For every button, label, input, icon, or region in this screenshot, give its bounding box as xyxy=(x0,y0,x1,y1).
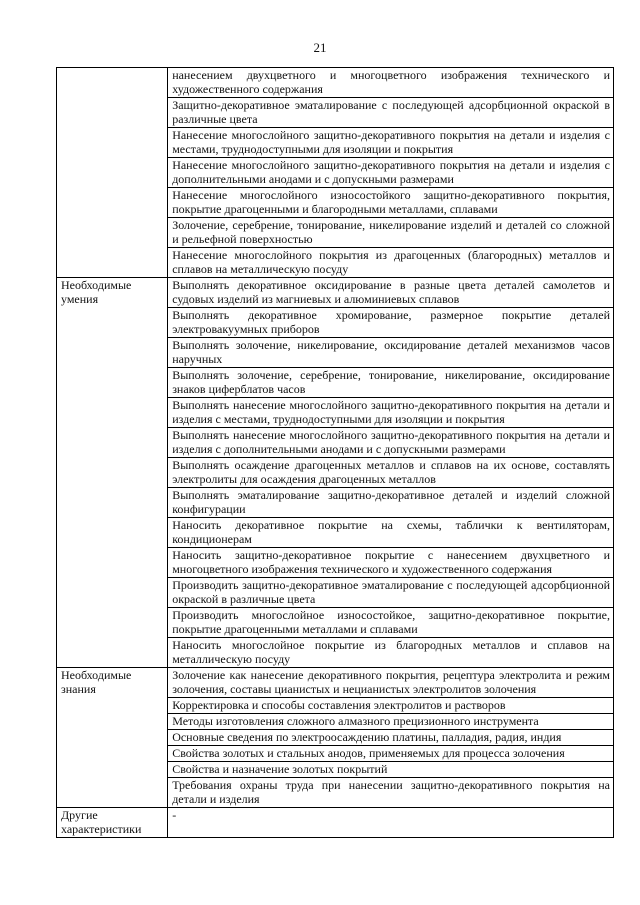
skills-section-item: Выполнять золочение, никелирование, оксидирование деталей механизмов часов наручных xyxy=(168,338,614,368)
requirements-table-body xyxy=(57,68,614,838)
other-characteristics-section-item: - xyxy=(168,808,614,838)
knowledge-section-item: Свойства золотых и стальных анодов, применяемых для процесса золочения xyxy=(168,746,614,762)
knowledge-section-item: Методы изготовления сложного алмазного прецизионного инструмента xyxy=(168,714,614,730)
skills-section-item: Наносить многослойное покрытие из благородных металлов и сплавов на металлическую посуду xyxy=(168,638,614,668)
continued-section-item: Нанесение многослойного защитно-декоративного покрытия на детали и изделия с дополнительными анодами и с допускными размерами xyxy=(168,158,614,188)
skills-section-item: Выполнять эматалирование защитно-декоративное деталей и изделий сложной конфигурации xyxy=(168,488,614,518)
skills-section-item: Выполнять осаждение драгоценных металлов и сплавов на их основе, составлять электролиты для осаждения драгоценных металлов xyxy=(168,458,614,488)
table-row xyxy=(57,68,614,98)
continued-section-item: Нанесение многослойного износостойкого защитно-декоративного покрытия, покрытие драгоценными и благородными металлами, сплавами xyxy=(168,188,614,218)
continued-section-item: Золочение, серебрение, тонирование, никелирование изделий и деталей со сложной и рельефной поверхностью xyxy=(168,218,614,248)
skills-section-item: Производить защитно-декоративное эматалирование с последующей адсорбционной окраской в различные цвета xyxy=(168,578,614,608)
continued-section-item: Нанесение многослойного защитно-декоративного покрытия на детали и изделия с местами, труднодоступными для изоляции и покрытия xyxy=(168,128,614,158)
table-row xyxy=(57,808,614,838)
requirements-table xyxy=(56,67,614,838)
table-row xyxy=(57,668,614,698)
table-row xyxy=(57,278,614,308)
knowledge-section-item: Корректировка и способы составления электролитов и растворов xyxy=(168,698,614,714)
continued-section-item: Защитно-декоративное эматалирование с последующей адсорбционной окраской в различные цвета xyxy=(168,98,614,128)
knowledge-section-label: Необходимые знания xyxy=(57,668,168,808)
skills-section-item: Выполнять золочение, серебрение, тонирование, никелирование, оксидирование знаков циферблатов часов xyxy=(168,368,614,398)
skills-section-item: Выполнять нанесение многослойного защитно-декоративного покрытия на детали и изделия с дополнительными анодами и с допускными размерами xyxy=(168,428,614,458)
other-characteristics-section-label: Другие характеристики xyxy=(57,808,168,838)
knowledge-section-item: Свойства и назначение золотых покрытий xyxy=(168,762,614,778)
continued-section-item: Нанесение многослойного покрытия из драгоценных (благородных) металлов и сплавов на металлическую посуду xyxy=(168,248,614,278)
continued-section-label xyxy=(57,68,168,278)
skills-section-item: Выполнять декоративное оксидирование в разные цвета деталей самолетов и судовых изделий из магниевых и алюминиевых сплавов xyxy=(168,278,614,308)
page-number: 21 xyxy=(313,40,327,55)
skills-section-item: Выполнять декоративное хромирование, размерное покрытие деталей электровакуумных приборов xyxy=(168,308,614,338)
knowledge-section-item: Требования охраны труда при нанесении защитно-декоративного покрытия на детали и изделия xyxy=(168,778,614,808)
skills-section-label: Необходимые умения xyxy=(57,278,168,668)
skills-section-item: Наносить декоративное покрытие на схемы, таблички к вентиляторам, кондиционерам xyxy=(168,518,614,548)
skills-section-item: Выполнять нанесение многослойного защитно-декоративного покрытия на детали и изделия с местами, труднодоступными для изоляции и покрытия xyxy=(168,398,614,428)
continued-section-item: нанесением двухцветного и многоцветного изображения технического и художественного содержания xyxy=(168,68,614,98)
skills-section-item: Наносить защитно-декоративное покрытие с нанесением двухцветного и многоцветного изображения технического и художественного содержания xyxy=(168,548,614,578)
skills-section-item: Производить многослойное износостойкое, защитно-декоративное покрытие, покрытие драгоценными металлами и сплавами xyxy=(168,608,614,638)
knowledge-section-item: Основные сведения по электроосаждению платины, палладия, радия, индия xyxy=(168,730,614,746)
knowledge-section-item: Золочение как нанесение декоративного покрытия, рецептура электролита и режим золочения, составы цианистых и нецианистых электролитов золочения xyxy=(168,668,614,698)
